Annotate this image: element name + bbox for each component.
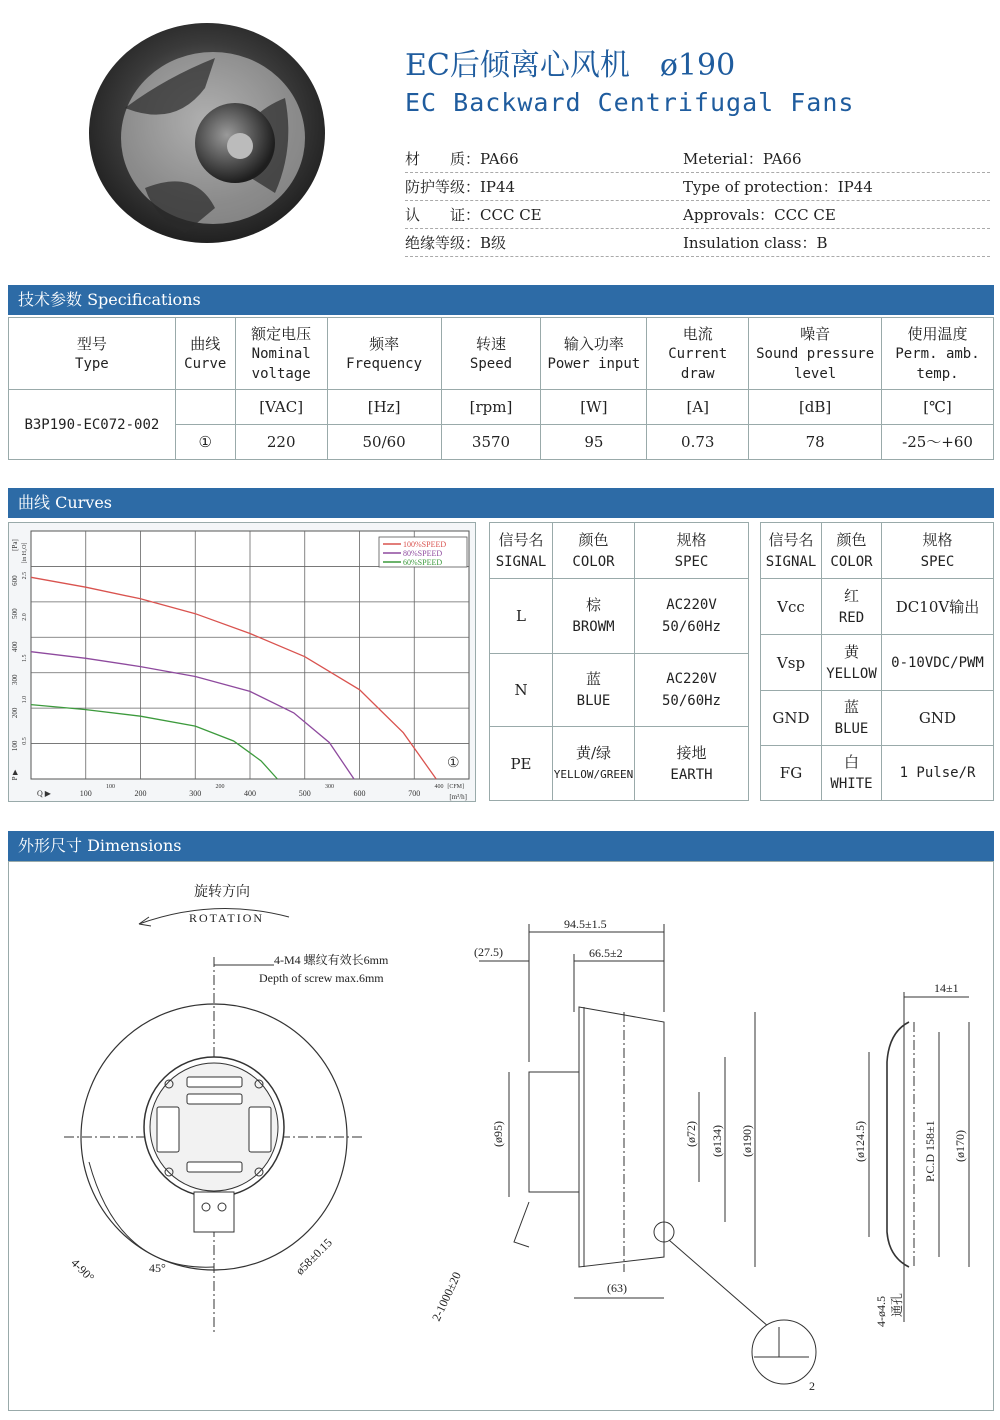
y-tick-label: 300 bbox=[11, 674, 19, 686]
sig-color-cn: 红 bbox=[843, 586, 859, 605]
unit-cell: [Hz] bbox=[327, 390, 441, 425]
sig-name: Vsp bbox=[761, 635, 822, 691]
y2-axis-label: [in H₂O] bbox=[22, 542, 28, 564]
header-power-en: Power input bbox=[547, 355, 641, 372]
value-cell: 78 bbox=[749, 425, 882, 460]
section-bar-curves: 曲线 Curves bbox=[8, 488, 994, 518]
sig-name: N bbox=[490, 654, 553, 727]
header-power-cn: 输入功率 bbox=[563, 334, 624, 353]
property-en: Meterial：PA66 bbox=[683, 150, 802, 168]
dim-72: (ø72) bbox=[684, 1121, 698, 1147]
header-speed-en: Speed bbox=[469, 355, 513, 372]
header-frequency-en: Frequency bbox=[346, 355, 423, 372]
sig-header-cn: 信号名 bbox=[498, 530, 544, 549]
sig-spec: 50/60Hz bbox=[661, 693, 721, 709]
detail-dim-2: 2 bbox=[809, 1379, 815, 1393]
value-cell: 0.73 bbox=[647, 425, 749, 460]
sig-header-cn: 颜色 bbox=[578, 530, 609, 549]
sig-color-en: WHITE bbox=[830, 776, 873, 792]
header-sound-en: Sound pressure level bbox=[756, 345, 875, 382]
curve-chart bbox=[9, 523, 475, 801]
sig-header-cn: 规格 bbox=[922, 530, 953, 549]
y-tick-label: 600 bbox=[11, 575, 19, 586]
sig-color-en: BLUE bbox=[576, 693, 611, 709]
property-row bbox=[405, 173, 990, 201]
value-cell: 3570 bbox=[441, 425, 541, 460]
x2-tick-label: 300 bbox=[325, 784, 334, 790]
value-cell: 50/60 bbox=[327, 425, 441, 460]
sig-spec: EARTH bbox=[670, 766, 713, 783]
property-en: Insulation class：B bbox=[683, 234, 828, 252]
legend-label: 80%SPEED bbox=[403, 549, 443, 558]
spec-table bbox=[8, 317, 994, 460]
dim-170: (ø170) bbox=[953, 1130, 967, 1162]
x-tick-label: 600 bbox=[353, 789, 366, 798]
sig-spec: 50/60Hz bbox=[661, 619, 721, 635]
header-voltage-cn: 额定电压 bbox=[251, 324, 312, 343]
property-cn: 防护等级：IP44 bbox=[405, 178, 516, 196]
header-sound-cn: 噪音 bbox=[800, 324, 831, 343]
y2-tick-label: 1.0 bbox=[22, 695, 28, 704]
section-bar-dimensions: 外形尺寸 Dimensions bbox=[8, 831, 994, 861]
model-cell: B3P190-EC072-002 bbox=[9, 390, 176, 460]
y2-tick-label: 0.5 bbox=[22, 737, 28, 745]
sig-spec: AC220V bbox=[666, 671, 717, 687]
dim-94: 94.5±1.5 bbox=[564, 917, 607, 931]
header-voltage-en: Nominal voltage bbox=[251, 345, 311, 382]
signal-table-right bbox=[760, 522, 994, 801]
dimension-drawing bbox=[9, 862, 993, 1410]
hole-size: 4-ø4.5 bbox=[874, 1296, 888, 1327]
header-type-cn: 型号 bbox=[76, 334, 107, 353]
screw-note-cn: 4-M4 螺纹有效长6mm bbox=[274, 953, 389, 967]
sig-header-en: COLOR bbox=[830, 553, 873, 570]
y-tick-label: 100 bbox=[11, 740, 19, 752]
value-cell: -25～+60 bbox=[882, 425, 994, 460]
rotation-en: ROTATION bbox=[189, 911, 265, 925]
property-en: Type of protection：IP44 bbox=[683, 178, 873, 196]
pcd-58: ø58±0.15 bbox=[292, 1235, 335, 1278]
y2-tick-label: 1.5 bbox=[22, 654, 28, 663]
fan-photo bbox=[85, 18, 330, 248]
sig-color-en: BLUE bbox=[834, 721, 869, 737]
header-temp-cn: 使用温度 bbox=[907, 324, 968, 343]
page-title: EC后倾离心风机 ø190 bbox=[405, 48, 736, 83]
dim-124: (ø124.5) bbox=[853, 1121, 867, 1162]
property-cn: 认 证：CCC CE bbox=[405, 206, 542, 224]
sig-color-en: RED bbox=[838, 609, 865, 626]
sig-header-en: COLOR bbox=[572, 553, 615, 570]
x2-tick-label: 100 bbox=[106, 784, 115, 790]
inlet-ring-view bbox=[853, 981, 969, 1327]
unit-cell: [VAC] bbox=[235, 390, 327, 425]
x-tick-label: 200 bbox=[134, 789, 147, 798]
sig-spec: 接地 bbox=[676, 743, 707, 762]
sig-color-cn: 棕 bbox=[585, 596, 601, 614]
sig-name: L bbox=[490, 579, 553, 654]
curve-cell: ① bbox=[175, 425, 235, 460]
q-axis-marker: Q ▶ bbox=[37, 789, 51, 798]
dim-27: (27.5) bbox=[474, 945, 503, 959]
sig-header-en: SPEC bbox=[674, 553, 709, 570]
section-bar-specifications: 技术参数 Specifications bbox=[8, 285, 994, 315]
y-tick-label: 400 bbox=[11, 641, 19, 652]
unit-cell: [A] bbox=[647, 390, 749, 425]
screw-note-en: Depth of screw max.6mm bbox=[259, 971, 384, 985]
unit-cell: [W] bbox=[541, 390, 647, 425]
legend-label: 100%SPEED bbox=[403, 540, 447, 549]
x2-axis-label: [CFM] bbox=[447, 784, 464, 790]
side-view bbox=[429, 917, 816, 1393]
value-cell: 95 bbox=[541, 425, 647, 460]
sig-name: FG bbox=[761, 746, 822, 801]
dim-14: 14±1 bbox=[934, 981, 959, 995]
sig-color-en: YELLOW bbox=[826, 665, 877, 682]
front-view bbox=[64, 884, 389, 1332]
sig-color-en: YELLOW/GREEN bbox=[553, 767, 634, 781]
property-en: Approvals：CCC CE bbox=[683, 206, 836, 224]
sig-name: PE bbox=[490, 727, 553, 801]
pcd-158: P.C.D 158±1 bbox=[923, 1120, 937, 1182]
hole-note: 通孔 bbox=[890, 1292, 904, 1317]
sig-color-cn: 黄/绿 bbox=[575, 743, 612, 762]
cable-length: 2-1000±20 bbox=[429, 1269, 464, 1324]
signal-table-left bbox=[489, 522, 749, 801]
sig-color-en: BROWM bbox=[572, 619, 615, 635]
curve-number-label: ① bbox=[447, 756, 460, 771]
dim-95: (ø95) bbox=[491, 1121, 505, 1147]
angle-45: 45° bbox=[149, 1261, 166, 1275]
x2-tick-label: 400 bbox=[434, 784, 444, 790]
dim-66: 66.5±2 bbox=[589, 946, 623, 960]
sig-spec: GND bbox=[882, 691, 994, 746]
sig-header-en: SIGNAL bbox=[495, 553, 547, 570]
y-tick-label: 200 bbox=[11, 707, 19, 719]
header-current-en: Current draw bbox=[668, 345, 728, 382]
x-tick-label: 400 bbox=[244, 789, 256, 798]
header-curve-cn: 曲线 bbox=[190, 334, 221, 353]
x-tick-label: 700 bbox=[408, 789, 421, 798]
sig-spec: DC10V输出 bbox=[882, 579, 994, 635]
header-speed-cn: 转速 bbox=[475, 334, 506, 353]
legend-label: 60%SPEED bbox=[403, 558, 443, 567]
x-tick-label: 500 bbox=[298, 789, 311, 798]
property-row bbox=[405, 145, 990, 173]
dim-63: (63) bbox=[607, 1281, 627, 1295]
header-frequency-cn: 频率 bbox=[369, 334, 400, 353]
x-tick-label: 100 bbox=[79, 789, 92, 798]
sig-spec: 1 Pulse/R bbox=[882, 746, 994, 801]
header-current-cn: 电流 bbox=[682, 324, 713, 343]
property-cn: 绝缘等级：B级 bbox=[405, 234, 507, 252]
curve-chart-panel bbox=[8, 522, 476, 802]
x-tick-label: 300 bbox=[189, 789, 202, 798]
dim-190: (ø190) bbox=[740, 1125, 754, 1157]
y2-tick-label: 2.0 bbox=[22, 613, 28, 621]
sig-spec: 0-10VDC/PWM bbox=[882, 635, 994, 691]
property-row bbox=[405, 201, 990, 229]
header-temp-en: Perm. amb. temp. bbox=[895, 345, 980, 382]
sig-color-cn: 蓝 bbox=[843, 698, 859, 716]
dim-134: (ø134) bbox=[710, 1125, 724, 1157]
sig-header-cn: 规格 bbox=[676, 530, 707, 549]
sig-name: GND bbox=[761, 691, 822, 746]
rotation-cn: 旋转方向 bbox=[194, 885, 250, 900]
property-cn: 材 质：PA66 bbox=[405, 150, 519, 168]
header-type-en: Type bbox=[75, 355, 109, 372]
sig-header-cn: 颜色 bbox=[836, 530, 867, 549]
y-axis-label: [Pa] bbox=[11, 539, 19, 551]
sig-spec: AC220V bbox=[666, 597, 717, 613]
x-axis-label: [m³/h] bbox=[449, 793, 467, 801]
sig-header-cn: 信号名 bbox=[768, 530, 814, 549]
x2-tick-label: 200 bbox=[215, 784, 225, 790]
sig-header-en: SIGNAL bbox=[765, 553, 817, 570]
sig-header-en: SPEC bbox=[920, 553, 955, 570]
angle-90: 4-90° bbox=[68, 1255, 98, 1285]
sig-name: Vcc bbox=[761, 579, 822, 635]
unit-cell: [dB] bbox=[749, 390, 882, 425]
unit-cell: [rpm] bbox=[441, 390, 541, 425]
page-subtitle: EC Backward Centrifugal Fans bbox=[405, 88, 855, 117]
sig-color-cn: 白 bbox=[843, 753, 859, 771]
unit-cell: [℃] bbox=[882, 390, 994, 425]
y-tick-label: 500 bbox=[11, 608, 19, 619]
sig-color-cn: 蓝 bbox=[585, 670, 601, 688]
dimensions-panel bbox=[8, 861, 994, 1411]
property-row bbox=[405, 229, 990, 257]
y2-tick-label: 2.5 bbox=[22, 571, 28, 580]
header-curve-en: Curve bbox=[184, 355, 227, 372]
p-axis-marker: P ▶ bbox=[11, 769, 19, 781]
sig-color-cn: 黄 bbox=[843, 642, 859, 661]
value-cell: 220 bbox=[235, 425, 327, 460]
